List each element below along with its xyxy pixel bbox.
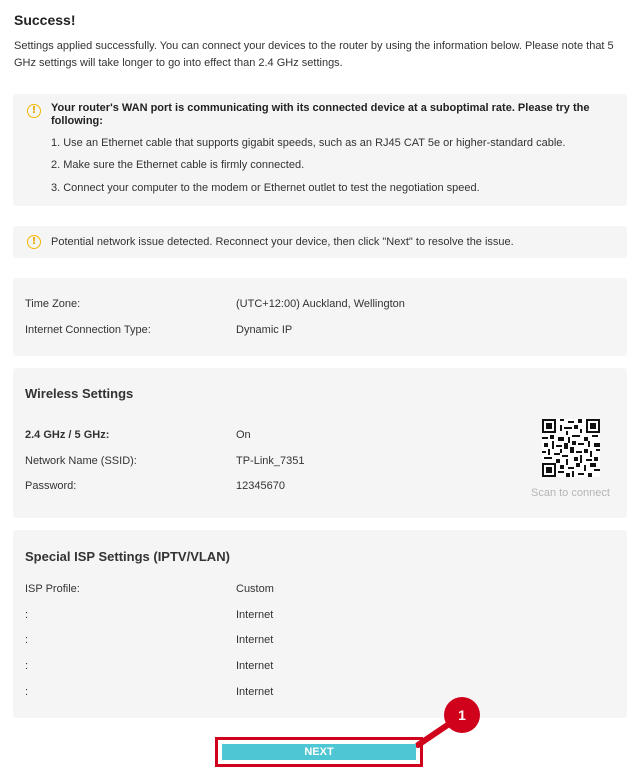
isp-row-label: :	[25, 634, 29, 646]
qr-code-icon	[542, 419, 600, 477]
isp-row-value: Internet	[236, 686, 274, 698]
isp-settings-title: Special ISP Settings (IPTV/VLAN)	[25, 549, 230, 564]
isp-row-value: Internet	[236, 609, 274, 621]
wan-warning-item: 1. Use an Ethernet cable that supports gigabit speeds, such as an RJ45 CAT 5e or higher-standard cable.	[51, 137, 566, 149]
wireless-settings-title: Wireless Settings	[25, 386, 134, 401]
isp-profile-value: Custom	[236, 583, 274, 595]
isp-row-label: :	[25, 660, 29, 672]
next-button[interactable]: NEXT	[222, 744, 416, 760]
next-button-highlight	[215, 737, 423, 767]
wan-warning-panel	[13, 94, 627, 206]
internet-summary-panel	[13, 278, 627, 356]
warning-icon: !	[27, 104, 41, 118]
warning-icon: !	[27, 235, 41, 249]
scan-to-connect-label: Scan to connect	[531, 487, 610, 499]
isp-row-value: Internet	[236, 634, 274, 646]
wan-warning-item: 3. Connect your computer to the modem or Ethernet outlet to test the negotiation speed.	[51, 182, 480, 194]
success-description: Settings applied successfully. You can connect your devices to the router by using the information below. Please note that 5 GHz settings will take longer to go into effect than 2.4 GHz settings.	[14, 40, 614, 69]
page-title: Success!	[14, 12, 76, 28]
band-label: 2.4 GHz / 5 GHz:	[25, 429, 110, 441]
time-zone-label: Time Zone:	[25, 298, 81, 310]
ssid-label: Network Name (SSID):	[25, 455, 137, 467]
password-value: 12345670	[236, 480, 285, 492]
wireless-settings-panel	[13, 368, 627, 518]
time-zone-value: (UTC+12:00) Auckland, Wellington	[236, 298, 405, 310]
isp-profile-label: ISP Profile:	[25, 583, 80, 595]
wan-warning-heading: Your router's WAN port is communicating with its connected device at a suboptimal rate. Please try the following:	[51, 102, 590, 127]
isp-row-label: :	[25, 609, 29, 621]
isp-settings-panel	[13, 530, 627, 718]
connection-type-label: Internet Connection Type:	[25, 324, 151, 336]
network-warning-text: Potential network issue detected. Reconnect your device, then click "Next" to resolve the issue.	[51, 236, 514, 248]
annotation-badge: 1	[444, 697, 480, 733]
wan-warning-item: 2. Make sure the Ethernet cable is firmly connected.	[51, 159, 305, 171]
isp-row-label: :	[25, 686, 29, 698]
band-value: On	[236, 429, 251, 441]
ssid-value: TP-Link_7351	[236, 455, 305, 467]
network-warning-panel	[13, 226, 627, 258]
connection-type-value: Dynamic IP	[236, 324, 293, 336]
password-label: Password:	[25, 480, 77, 492]
isp-row-value: Internet	[236, 660, 274, 672]
